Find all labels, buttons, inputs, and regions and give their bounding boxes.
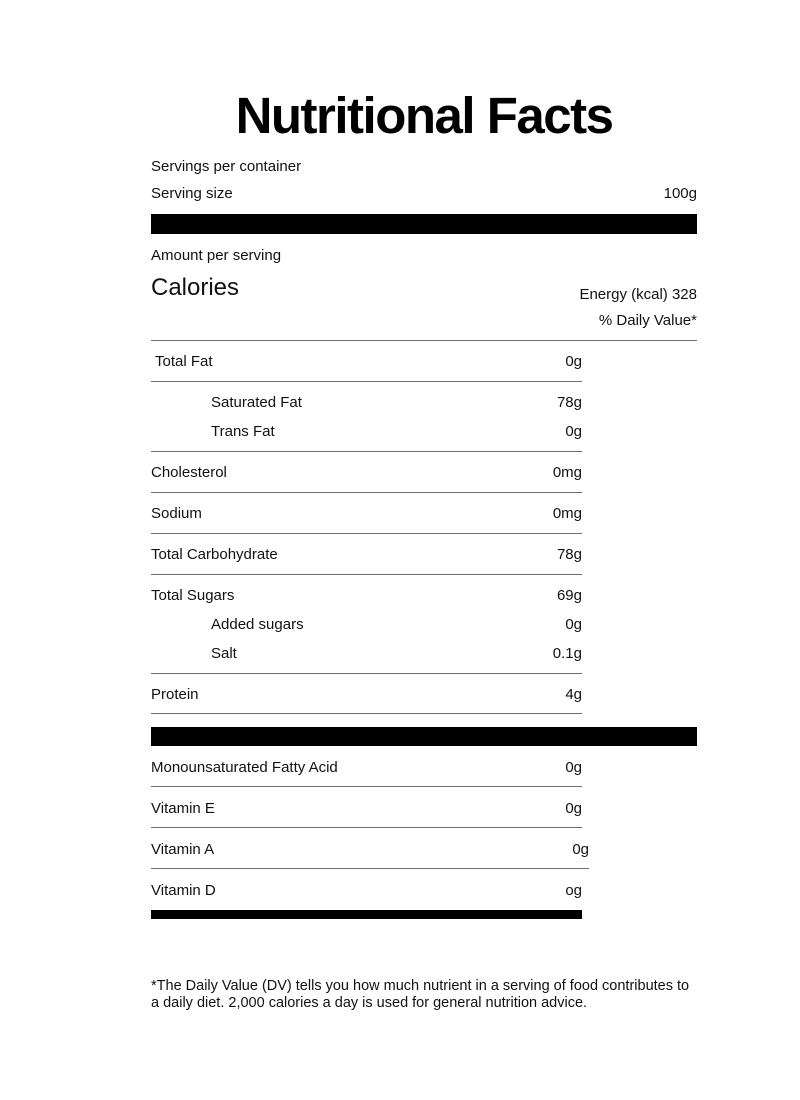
nutrient-label-cholesterol: Cholesterol (151, 464, 227, 481)
micronutrient-value-vitamin-d: og (565, 882, 582, 899)
nutrient-value-added-sugars: 0g (565, 616, 582, 633)
page-title: Nutritional Facts (235, 87, 613, 144)
nutrient-value-cholesterol: 0mg (552, 464, 582, 481)
row-divider (151, 574, 582, 575)
thick-divider-top (151, 214, 697, 234)
nutrient-value-protein: 4g (565, 686, 582, 703)
nutrient-value-total-sugars: 69g (556, 587, 582, 604)
footnote: *The Daily Value (DV) tells you how much nutrient in a serving of food contributes to a daily diet. 2,000 calories a day is used for general nutrition advice. (151, 978, 690, 1011)
row-divider (151, 786, 582, 787)
nutrient-value-salt: 0.1g (552, 645, 582, 662)
nutrient-label-salt: Salt (211, 645, 237, 662)
micronutrient-value-vitamin-e: 0g (565, 800, 582, 817)
micronutrient-value-monounsaturated: 0g (565, 759, 582, 776)
micronutrient-label-vitamin-e: Vitamin E (151, 800, 215, 817)
nutrient-label-total-carbohydrate: Total Carbohydrate (151, 546, 278, 563)
row-divider (151, 533, 582, 534)
row-divider (151, 451, 582, 452)
thick-divider-bottom (151, 910, 582, 919)
micronutrient-label-monounsaturated: Monounsaturated Fatty Acid (151, 759, 338, 776)
row-divider (151, 673, 582, 674)
nutrient-label-sodium: Sodium (151, 505, 202, 522)
row-divider (151, 492, 582, 493)
nutrient-label-added-sugars: Added sugars (211, 616, 304, 633)
serving-size-label: Serving size (151, 185, 233, 202)
nutrient-value-total-carbohydrate: 78g (556, 546, 582, 563)
energy-kcal: Energy (kcal) 328 (579, 286, 697, 303)
micronutrient-value-vitamin-a: 0g (572, 841, 589, 858)
nutrient-label-total-sugars: Total Sugars (151, 587, 235, 604)
row-divider (151, 713, 582, 714)
micronutrient-label-vitamin-a: Vitamin A (151, 841, 215, 858)
nutrient-value-saturated-fat: 78g (556, 394, 582, 411)
nutrient-value-total-fat: 0g (565, 353, 582, 370)
amount-per-serving-label: Amount per serving (151, 247, 282, 264)
nutrient-label-protein: Protein (151, 686, 199, 703)
nutrient-label-trans-fat: Trans Fat (211, 423, 275, 440)
calories-label: Calories (151, 274, 240, 301)
micronutrient-label-vitamin-d: Vitamin D (151, 882, 216, 899)
daily-value-header: % Daily Value* (598, 312, 697, 329)
divider-calories (151, 340, 697, 341)
row-divider (151, 381, 582, 382)
row-divider (151, 868, 589, 869)
nutrient-label-saturated-fat: Saturated Fat (211, 394, 302, 411)
serving-size-value: 100g (663, 185, 697, 202)
thick-divider-middle (151, 727, 697, 746)
nutrient-value-trans-fat: 0g (565, 423, 582, 440)
nutrient-label-total-fat: Total Fat (155, 353, 213, 370)
row-divider (151, 827, 582, 828)
nutrient-value-sodium: 0mg (552, 505, 582, 522)
servings-per-container-label: Servings per container (151, 158, 302, 175)
